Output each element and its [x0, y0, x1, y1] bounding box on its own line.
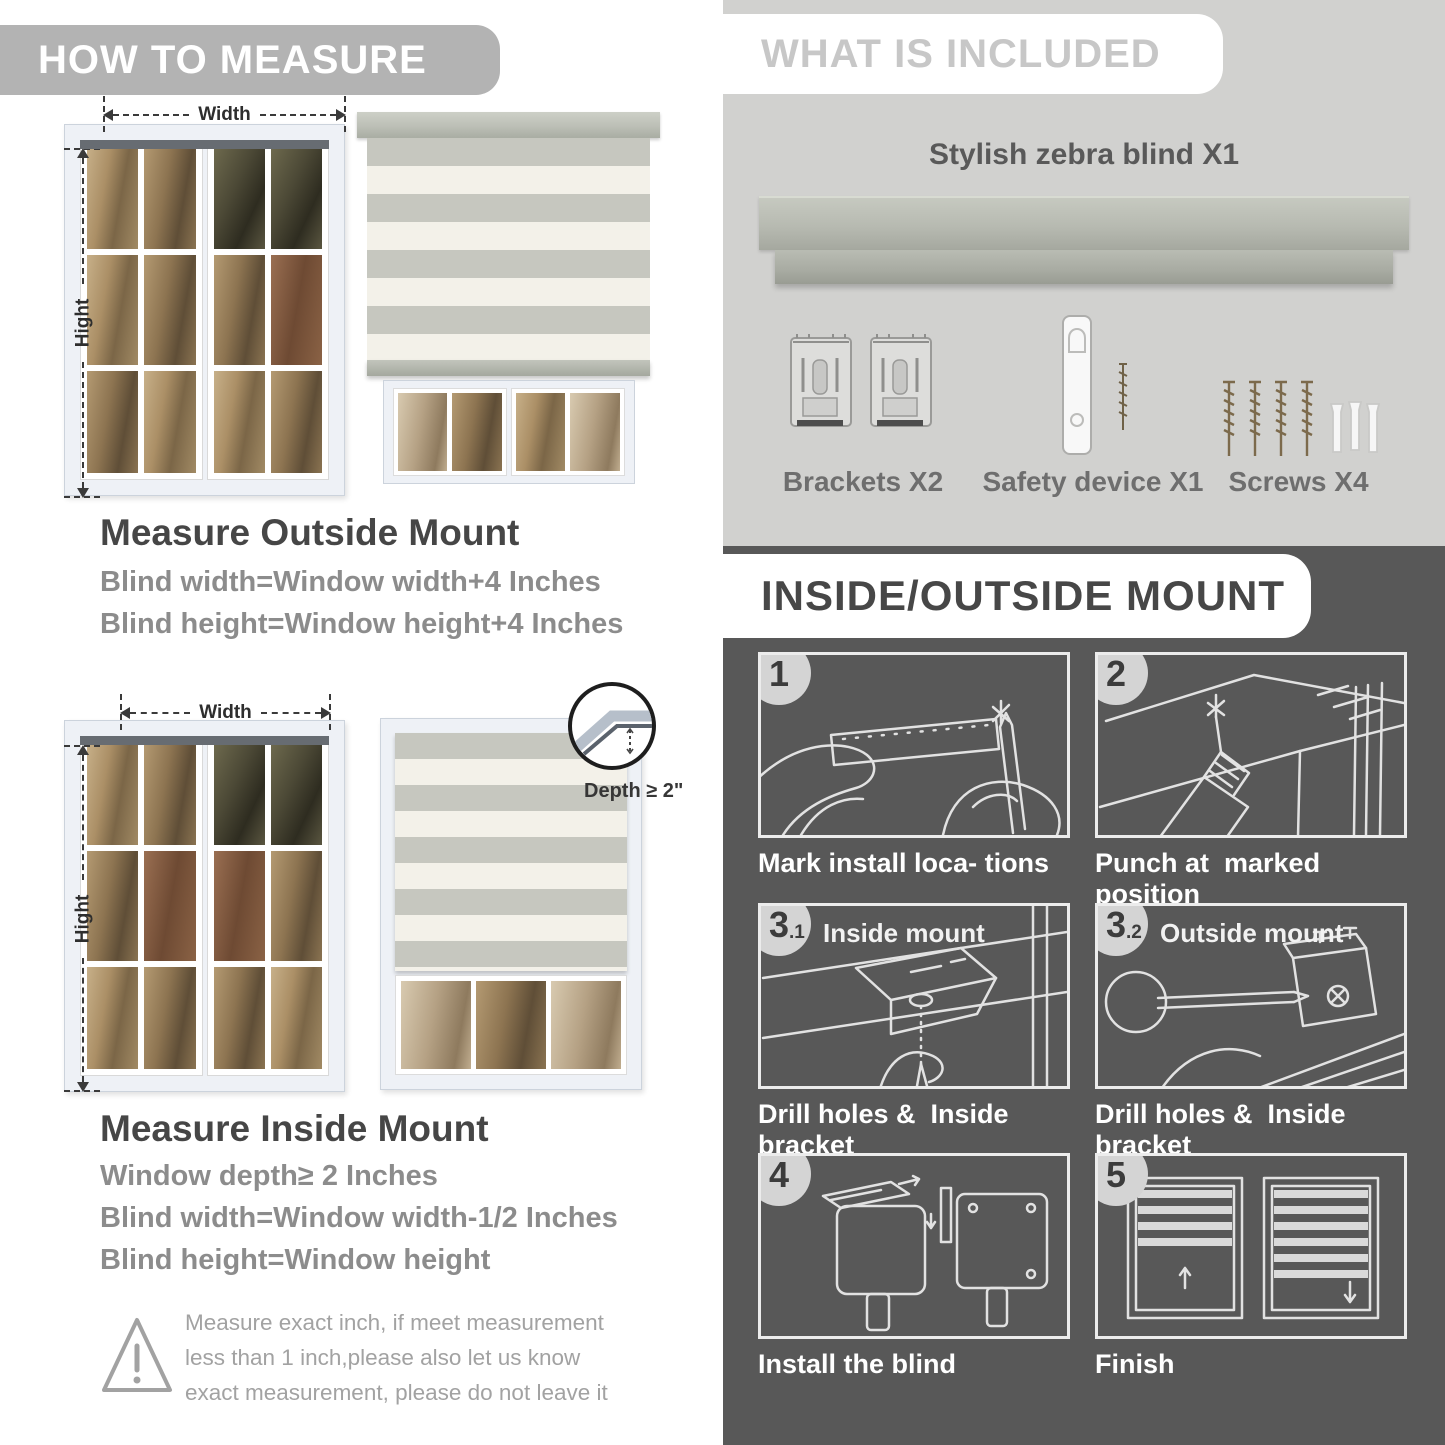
window-corner-detail	[572, 686, 652, 766]
warning-icon	[95, 1308, 179, 1409]
what-is-included-header	[723, 14, 1223, 94]
what-is-included-title: WHAT IS INCLUDED	[761, 32, 1161, 76]
blind-headrail-photo	[759, 196, 1409, 250]
outside-mount-blind-photo	[357, 112, 660, 484]
window-top-shade	[80, 140, 329, 149]
how-to-measure-header	[0, 25, 500, 95]
window-pane	[476, 981, 546, 1069]
outside-mount-label: Outside mount	[1160, 918, 1344, 948]
step-3-2-badge: 3 .2	[1095, 903, 1148, 956]
step-2-panel	[1095, 652, 1407, 838]
window-pane	[214, 967, 265, 1069]
step-1-badge: 1	[758, 652, 811, 705]
inside-mount-rule-3: Blind height=Window height	[100, 1244, 491, 1276]
window-photo-outside-mount	[64, 124, 345, 496]
height-label: Hight	[72, 298, 94, 348]
window-pane	[87, 147, 138, 249]
window-lower-part	[383, 380, 635, 484]
window-pane	[214, 851, 265, 961]
step-1-panel	[758, 652, 1070, 838]
window-pane	[214, 371, 265, 473]
brackets-photo	[787, 328, 937, 443]
inside-mount-label: Inside mount	[823, 918, 985, 948]
measurement-warning-text: Measure exact inch, if meet measurement less than 1 inch,please also let us know exact measurement, please do not leave it	[185, 1310, 608, 1405]
inside-mount-rule-2: Blind width=Window width-1/2 Inches	[100, 1202, 618, 1234]
window-pane	[87, 255, 138, 365]
width-arrow-outside	[103, 104, 346, 126]
arrow-down-icon	[77, 488, 89, 498]
arrow-right-icon	[321, 707, 331, 719]
window-casement-right	[207, 140, 330, 480]
window-pane	[144, 851, 195, 961]
step-3-1-badge: 3 .1	[758, 903, 811, 956]
inside-mount-rule-1: Window depth≥ 2 Inches	[100, 1160, 438, 1192]
window-pane	[214, 255, 265, 365]
arrow-down-icon	[77, 1082, 89, 1092]
window-pane	[271, 967, 322, 1069]
window-pane	[87, 743, 138, 845]
outside-mount-rule-1: Blind width=Window width+4 Inches	[100, 566, 601, 598]
blind-cassette	[357, 112, 660, 138]
outside-mount-rule-2: Blind height=Window height+4 Inches	[100, 608, 624, 640]
zebra-blind-stripes	[395, 733, 627, 971]
how-to-measure-title: HOW TO MEASURE	[38, 38, 427, 82]
step-3-1-caption: Drill holes & Inside bracket	[758, 1099, 1017, 1160]
step-4-caption: Install the blind	[758, 1349, 957, 1379]
screws-photo	[1215, 376, 1390, 471]
step-1-caption: Mark install loca- tions	[758, 848, 1050, 878]
inside-outside-mount-title: INSIDE/OUTSIDE MOUNT	[761, 572, 1286, 619]
safety-device-label: Safety device X1	[982, 466, 1204, 497]
what-is-included-section	[723, 0, 1445, 546]
window-pane	[87, 851, 138, 961]
height-arrow-inside	[72, 745, 94, 1092]
arrow-up-icon	[77, 745, 89, 755]
depth-label: Depth ≥ 2"	[584, 780, 684, 802]
width-label: Width	[198, 104, 251, 125]
step-5-panel	[1095, 1153, 1407, 1339]
window-pane	[551, 981, 621, 1069]
window-pane	[144, 371, 195, 473]
window-casement-left	[80, 140, 203, 480]
step-3-2-panel	[1095, 903, 1407, 1089]
step-4-badge: 4	[758, 1153, 811, 1206]
arrow-left-icon	[103, 109, 113, 121]
window-pane	[87, 967, 138, 1069]
step-5-caption: Finish	[1095, 1349, 1175, 1379]
width-label: Width	[199, 702, 252, 723]
window-pane	[271, 743, 322, 845]
window-pane	[401, 981, 471, 1069]
inside-mount-blind-photo	[380, 718, 642, 1090]
inside-outside-mount-section	[723, 546, 1445, 1445]
brackets-label: Brackets X2	[782, 466, 944, 497]
window-pane	[214, 147, 265, 249]
outside-mount-heading: Measure Outside Mount	[100, 512, 520, 553]
step-3-1-panel	[758, 903, 1070, 1089]
step-4-panel	[758, 1153, 1070, 1339]
blind-bottom-rail	[367, 360, 650, 376]
window-pane	[271, 147, 322, 249]
zebra-blind-stripes	[367, 138, 650, 360]
window-lower-part	[395, 975, 627, 1075]
screws-label: Screws X4	[1228, 466, 1369, 497]
window-pane	[271, 851, 322, 961]
inside-outside-mount-header	[723, 554, 1311, 638]
arrow-left-icon	[120, 707, 130, 719]
window-pane	[144, 147, 195, 249]
arrow-up-icon	[77, 148, 89, 158]
window-top-shade	[80, 736, 329, 745]
window-pane	[144, 255, 195, 365]
window-photo-inside-mount	[64, 720, 345, 1092]
window-pane	[144, 743, 195, 845]
step-2-caption: Punch at marked position	[1095, 848, 1328, 909]
blind-headrail-lower	[775, 250, 1393, 284]
product-title: Stylish zebra blind X1	[928, 138, 1240, 171]
depth-magnifier-icon	[568, 682, 656, 770]
window-pane	[271, 371, 322, 473]
step-3-2-caption: Drill holes & Inside bracket	[1095, 1099, 1354, 1160]
window-pane	[87, 371, 138, 473]
window-pane	[214, 743, 265, 845]
inside-mount-heading: Measure Inside Mount	[100, 1108, 489, 1149]
window-casement-left	[80, 736, 203, 1076]
height-label: Hight	[72, 894, 94, 943]
arrow-right-icon	[336, 109, 346, 121]
window-casement-right	[207, 736, 330, 1076]
step-5-badge: 5	[1095, 1153, 1148, 1206]
width-arrow-inside	[120, 702, 331, 724]
safety-device-photo	[1053, 312, 1143, 467]
step-2-badge: 2	[1095, 652, 1148, 705]
window-pane	[271, 255, 322, 365]
window-pane	[144, 967, 195, 1069]
height-arrow-outside	[72, 148, 94, 498]
